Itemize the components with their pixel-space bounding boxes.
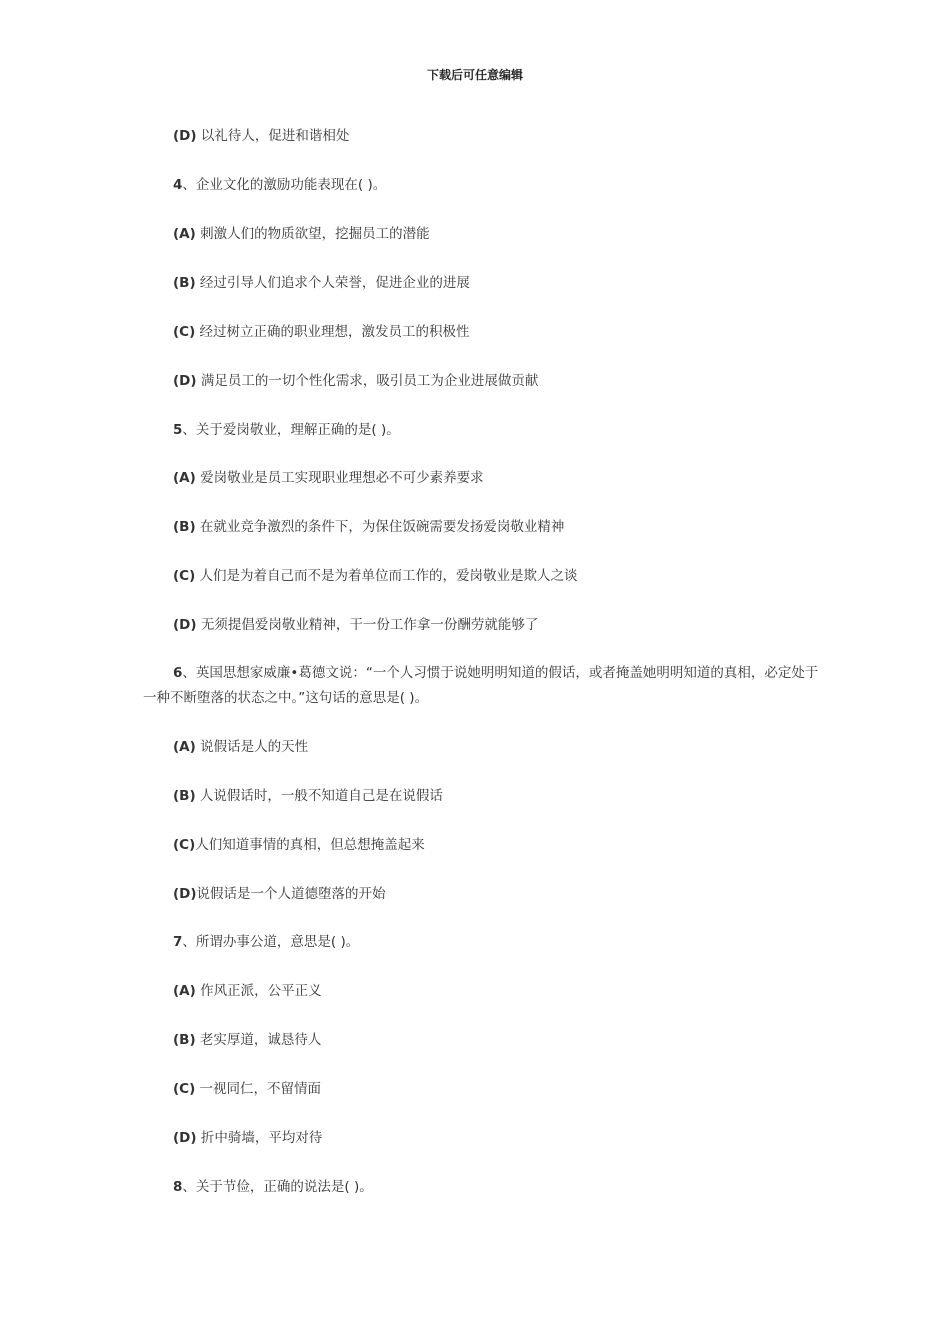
option-marker: (C) [173, 324, 196, 340]
option-marker: (A) [173, 739, 196, 755]
option-line [173, 885, 386, 903]
option-text: 人们知道事情的真相，但总想掩盖起来 [195, 837, 425, 853]
question-line [173, 421, 400, 439]
question-line [143, 661, 823, 711]
option-line [173, 1031, 321, 1049]
question-text: 、企业文化的激励功能表现在( )。 [182, 177, 387, 193]
option-marker: (A) [173, 470, 196, 486]
option-marker: (A) [173, 983, 196, 999]
question-text: 、关于爱岗敬业，理解正确的是( )。 [182, 422, 400, 438]
option-text: 经过引导人们追求个人荣誉，促进企业的进展 [195, 275, 470, 291]
option-text: 以礼待人，促进和谐相处 [196, 128, 350, 144]
option-line [173, 787, 443, 805]
option-text: 经过树立正确的职业理想，激发员工的积极性 [195, 324, 470, 340]
option-line [173, 274, 470, 292]
option-marker: (D) [173, 373, 197, 389]
option-marker: (B) [173, 1032, 196, 1048]
option-text: 折中骑墙，平均对待 [196, 1130, 323, 1146]
option-line [173, 616, 538, 634]
option-marker: (B) [173, 519, 196, 535]
question-number: 4 [173, 177, 183, 193]
question-line [173, 1178, 373, 1196]
option-text: 作风正派，公平正义 [195, 983, 322, 999]
question-number: 6 [173, 665, 183, 681]
page-header: 下载后可任意编辑 [426, 68, 523, 82]
option-line [173, 738, 308, 756]
option-marker: (A) [173, 226, 196, 242]
option-marker: (B) [173, 275, 196, 291]
question-line [173, 933, 359, 951]
option-marker: (C) [173, 568, 196, 584]
option-line [173, 982, 322, 1000]
option-line [173, 372, 538, 390]
option-marker: (D) [173, 886, 197, 902]
option-line [173, 567, 578, 585]
option-text: 满足员工的一切个性化需求，吸引员工为企业进展做贡献 [196, 373, 539, 389]
question-text: 、英国思想家威廉•葛德文说：“一个人习惯于说她明明知道的假话，或者掩盖她明明知道的真相，必定处于一种不断堕落的状态之中。”这句话的意思是( )。 [143, 665, 819, 706]
question-text: 、所谓办事公道，意思是( )。 [182, 934, 360, 950]
option-line [173, 469, 484, 487]
option-marker: (D) [173, 1130, 197, 1146]
option-text: 在就业竞争激烈的条件下，为保住饭碗需要发扬爱岗敬业精神 [195, 519, 565, 535]
question-text: 、关于节俭，正确的说法是( )。 [182, 1179, 373, 1195]
question-number: 5 [173, 422, 183, 438]
option-line [173, 518, 564, 536]
option-line [173, 1080, 321, 1098]
option-marker: (C) [173, 1081, 196, 1097]
option-text: 说假话是人的天性 [195, 739, 309, 755]
option-line [173, 1129, 322, 1147]
option-text: 一视同仁，不留情面 [195, 1081, 322, 1097]
option-text: 说假话是一个人道德堕落的开始 [196, 886, 386, 902]
option-text: 人说假话时，一般不知道自己是在说假话 [195, 788, 443, 804]
option-text: 爱岗敬业是员工实现职业理想必不可少素养要求 [195, 470, 484, 486]
option-marker: (C) [173, 837, 196, 853]
option-line [173, 323, 470, 341]
question-number: 8 [173, 1179, 183, 1195]
option-text: 人们是为着自己而不是为着单位而工作的，爱岗敬业是欺人之谈 [195, 568, 578, 584]
option-marker: (B) [173, 788, 196, 804]
option-text: 无须提倡爱岗敬业精神，干一份工作拿一份酬劳就能够了 [196, 617, 539, 633]
option-line [173, 836, 425, 854]
question-number: 7 [173, 934, 183, 950]
option-text: 老实厚道，诚恳待人 [195, 1032, 322, 1048]
option-text: 刺激人们的物质欲望，挖掘员工的潜能 [195, 226, 430, 242]
question-line [173, 176, 386, 194]
option-marker: (D) [173, 617, 197, 633]
option-line [173, 225, 430, 243]
option-line [173, 127, 349, 145]
option-marker: (D) [173, 128, 197, 144]
